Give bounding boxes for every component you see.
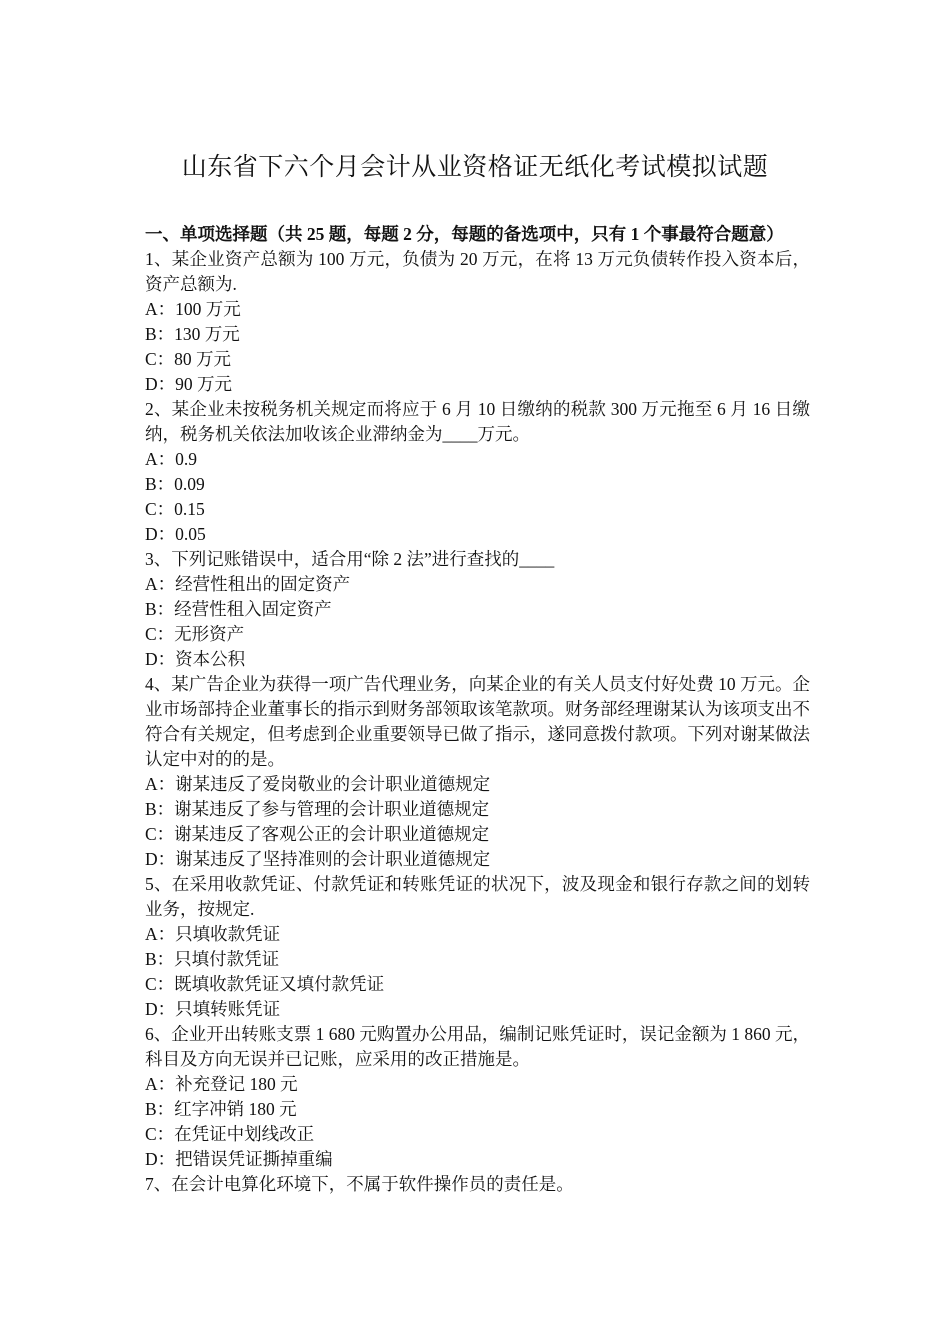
option-b: B：0.09 — [145, 474, 205, 494]
option-c: C：既填收款凭证又填付款凭证 — [145, 974, 385, 994]
question-text: 7、在会计电算化环境下，不属于软件操作员的责任是。 — [145, 1174, 574, 1194]
section-heading: 一、单项选择题（共 25 题，每题 2 分，每题的备选项中，只有 1 个事最符合题意） — [145, 224, 784, 244]
question-3 — [145, 547, 810, 672]
document-title: 山东省下六个月会计从业资格证无纸化考试模拟试题 — [181, 154, 769, 181]
question-text: 4、某广告企业为获得一项广告代理业务，向某企业的有关人员支付好处费 10 万元。企业市场部持企业董事长的指示到财务部领取该笔款项。财务部经理谢某认为该项支出不符合有关规定，但考虑到企业重要领导已做了指示，遂同意拨付款项。下列对谢某做法认定中对的的是。 — [145, 674, 810, 769]
question-text: 5、在采用收款凭证、付款凭证和转账凭证的状况下，波及现金和银行存款之间的划转业务，按规定. — [145, 874, 810, 919]
question-5 — [145, 872, 810, 1022]
option-b: B：经营性租入固定资产 — [145, 599, 332, 619]
question-text: 3、下列记账错误中，适合用“除 2 法”进行查找的____ — [145, 549, 555, 569]
question-text: 6、企业开出转账支票 1 680 元购置办公用品，编制记账凭证时，误记金额为 1 860 元，科目及方向无误并已记账，应采用的改正措施是。 — [145, 1024, 810, 1069]
question-text: 2、某企业未按税务机关规定而将应于 6 月 10 日缴纳的税款 300 万元拖至 6 月 16 日缴纳，税务机关依法加收该企业滞纳金为____万元。 — [145, 399, 810, 444]
question-text: 1、某企业资产总额为 100 万元，负债为 20 万元，在将 13 万元负债转作投入资本后，资产总额为. — [145, 249, 810, 294]
option-a: A：只填收款凭证 — [145, 924, 281, 944]
option-b: B：红字冲销 180 元 — [145, 1099, 297, 1119]
option-b: B：只填付款凭证 — [145, 949, 280, 969]
question-1 — [145, 247, 810, 397]
option-c: C：在凭证中划线改正 — [145, 1124, 315, 1144]
option-c: C：0.15 — [145, 499, 205, 519]
option-b: B：130 万元 — [145, 324, 240, 344]
question-2 — [145, 397, 810, 547]
option-d: D：0.05 — [145, 524, 206, 544]
option-a: A：补充登记 180 元 — [145, 1074, 298, 1094]
option-b: B：谢某违反了参与管理的会计职业道德规定 — [145, 799, 490, 819]
option-c: C：谢某违反了客观公正的会计职业道德规定 — [145, 824, 490, 844]
option-d: D：谢某违反了坚持准则的会计职业道德规定 — [145, 849, 491, 869]
option-a: A：经营性租出的固定资产 — [145, 574, 351, 594]
option-d: D：把错误凭证撕掉重编 — [145, 1149, 333, 1169]
question-7 — [145, 1172, 810, 1197]
option-a: A：谢某违反了爱岗敬业的会计职业道德规定 — [145, 774, 491, 794]
option-a: A：100 万元 — [145, 299, 241, 319]
question-4 — [145, 672, 810, 872]
option-a: A：0.9 — [145, 449, 198, 469]
option-d: D：90 万元 — [145, 374, 233, 394]
option-c: C：80 万元 — [145, 349, 232, 369]
document-body — [145, 222, 810, 1197]
option-d: D：资本公积 — [145, 649, 246, 669]
option-d: D：只填转账凭证 — [145, 999, 281, 1019]
option-c: C：无形资产 — [145, 624, 245, 644]
question-6 — [145, 1022, 810, 1172]
